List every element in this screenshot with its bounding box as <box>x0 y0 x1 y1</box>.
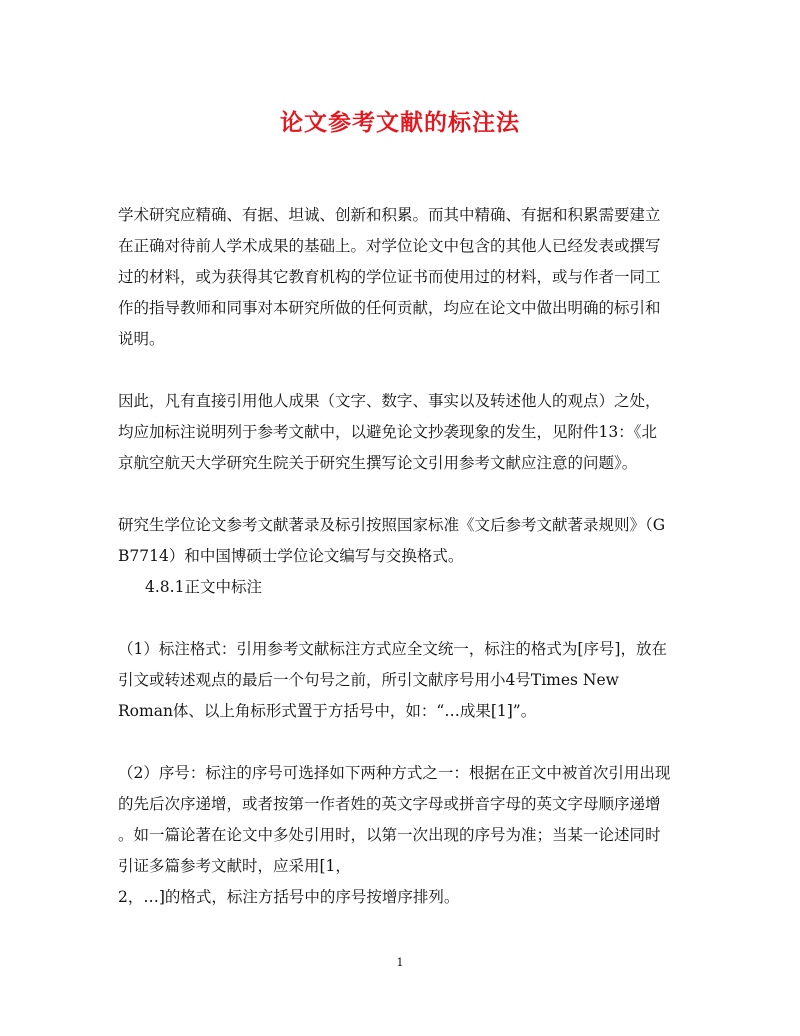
paragraph-2-line-2: 均应加标注说明列于参考文献中，以避免论文抄袭现象的发生，见附件13：《北 <box>118 423 657 441</box>
paragraph-5-line-3: 。如一篇论著在论文中多处引用时，以第一次出现的序号为准；当某一论述同时 <box>118 826 661 844</box>
page-number: 1 <box>396 956 404 969</box>
paragraph-5-line-4: 引证多篇参考文献时，应采用[1， <box>118 857 351 875</box>
paragraph-1-line-4: 作的指导教师和同事对本研究所做的任何贡献，均应在论文中做出明确的标引和 <box>118 299 661 317</box>
paragraph-4-line-1: （1）标注格式：引用参考文献标注方式应全文统一，标注的格式为[序号]，放在 <box>118 640 667 658</box>
document-title: 论文参考文献的标注法 <box>280 109 520 136</box>
paragraph-1-line-2: 在正确对待前人学术成果的基础上。对学位论文中包含的其他人已经发表或撰写 <box>118 237 661 255</box>
paragraph-3-line-1: 研究生学位论文参考文献著录及标引按照国家标准《文后参考文献著录规则》（G <box>118 516 666 534</box>
section-heading-4-8-1: 4.8.1正文中标注 <box>145 578 262 596</box>
paragraph-1-line-3: 过的材料，或为获得其它教育机构的学位证书而使用过的材料，或与作者一同工 <box>118 268 661 286</box>
paragraph-3-line-2: B7714）和中国博硕士学位论文编写与交换格式。 <box>118 547 464 565</box>
paragraph-4-line-2: 引文或转述观点的最后一个句号之前，所引文献序号用小4号Times New <box>118 671 619 689</box>
paragraph-1-line-1: 学术研究应精确、有据、坦诚、创新和积累。而其中精确、有据和积累需要建立 <box>118 206 661 224</box>
paragraph-5-line-2: 的先后次序递增，或者按第一作者姓的英文字母或拼音字母的英文字母顺序递增 <box>118 795 661 813</box>
paragraph-2-line-1: 因此，凡有直接引用他人成果（文字、数字、事实以及转述他人的观点）之处， <box>118 392 661 410</box>
paragraph-1-line-5: 说明。 <box>118 330 165 348</box>
paragraph-2-line-3: 京航空航天大学研究生院关于研究生撰写论文引用参考文献应注意的问题》。 <box>118 454 638 472</box>
paragraph-5-line-5: 2，…]的格式，标注方括号中的序号按增序排列。 <box>118 888 460 906</box>
paragraph-4-line-3: Roman体、以上角标形式置于方括号中，如：“…成果[1]”。 <box>118 702 537 720</box>
paragraph-5-line-1: （2）序号：标注的序号可选择如下两种方式之一：根据在正文中被首次引用出现 <box>118 764 671 782</box>
